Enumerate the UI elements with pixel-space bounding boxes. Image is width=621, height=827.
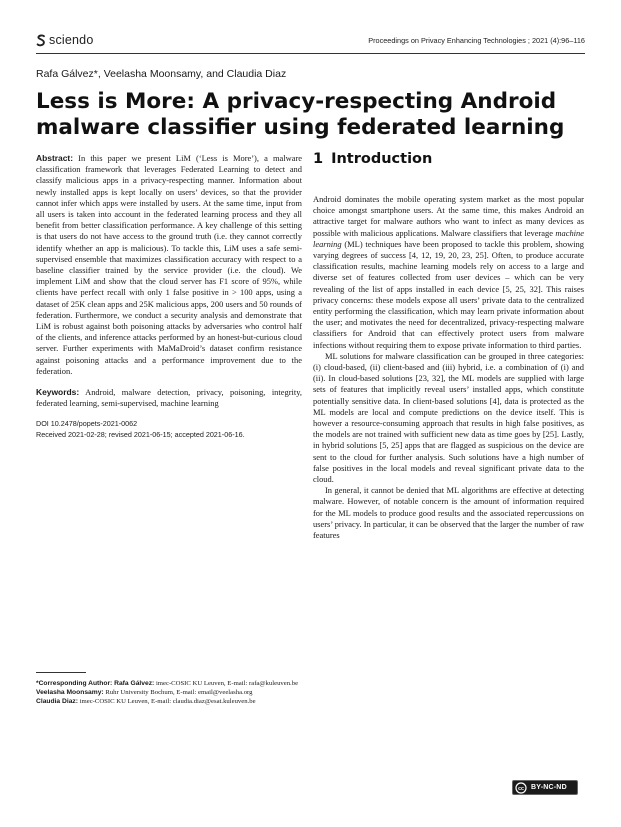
- keywords-text: Android, malware detection, privacy, poisoning, integrity, federated learning, semi-supervised, machine learning: [36, 387, 302, 409]
- journal-citation: Proceedings on Privacy Enhancing Technologies ; 2021 (4):96–116: [368, 36, 585, 45]
- abstract-text: In this paper we present LiM (‘Less is More’), a malware classification framework that leverages Federated Learning to detect and classify malicious apps in a privacy-respecting manner. Information about newly installed apps is kept locally on users’ devices, so that the provider cannot infer which apps were installed by users. At the same time, input from all users is taken into account in the federated learning process and they all benefit from better classification performance. A key challenge of this setting is that users do not have access to the ground truth (i.e. they cannot correctly identify whether an app is malicious). To tackle this, LiM uses a safe semi-supervised ensemble that maximizes classification accuracy with respect to a baseline classifier trained by the service provider (i.e. the cloud). We implement LiM and show that the cloud server has F1 score of 95%, while clients have perfect recall with only 1 false positive in > 100 apps, using a dataset of 25K clean apps and 25K malicious apps, 200 users and 50 rounds of federation. Furthermore, we conduct a security analysis and demonstrate that LiM is robust against both poisoning attacks by adversaries who control half of the clients, and inference attacks performed by an honest-but-curious cloud server. Further experiments with MaMaDroid’s dataset confirm resistance against poisoning attacks and a performance improvement due to the federation.: [36, 153, 303, 376]
- intro-emphasis: machine learning: [313, 227, 584, 249]
- svg-text:cc: cc: [518, 785, 524, 792]
- license-badge[interactable]: [512, 780, 578, 795]
- received-dates: Received 2021-02-28; revised 2021-06-15; accepted 2021-06-16.: [36, 429, 245, 439]
- intro-paragraph-1: [313, 194, 584, 351]
- paper-title: Less is More: A privacy-respecting Android malware classifier using federated learning: [36, 89, 565, 140]
- left-column: [36, 153, 302, 440]
- footnote-affiliation: imec-COSIC KU Leuven, E-mail: rafa@kuleuven.be: [155, 680, 299, 687]
- footnote-divider: [36, 672, 86, 673]
- abstract-label: Abstract:: [36, 153, 74, 163]
- intro-paragraph-3: In general, it cannot be denied that ML algorithms are effective at detecting malware. However, of notable concern is the amount of information required for the ML models to produce good results and the associated repercussions on users’ privacy. In particular, it can be observed that the larger the number of raw features: [313, 485, 584, 541]
- footnote-author: Claudia Diaz:: [36, 698, 78, 706]
- publication-info: [36, 419, 302, 440]
- footnote-item: [36, 688, 302, 697]
- footnote-affiliation: imec-COSIC KU Leuven, E-mail: claudia.diaz@esat.kuleuven.be: [79, 698, 256, 706]
- footnote-affiliation: Ruhr University Bochum, E-mail: email@veelasha.org: [105, 689, 253, 697]
- section-number: 1: [313, 151, 324, 167]
- cc-icon: [515, 782, 527, 794]
- header-divider: [36, 53, 585, 54]
- section-heading: [313, 150, 584, 168]
- footnote-author: Veelasha Moonsamy:: [36, 689, 104, 697]
- footnote-author: *Corresponding Author: Rafa Gálvez:: [36, 680, 155, 687]
- intro-paragraph-2: ML solutions for malware classification can be grouped in three categories: (i) cloud-based, (ii) client-based and (iii) hybrid, i.e. a combination of (i) and (ii). In cloud-based solutions [23, 32], the ML models are supplied with large sets of features that implicitly reveal users’ installed apps, which constitute potentially sensitive data. In client-based solutions [4], data is protected as the ML models are local and compute predictions on the device itself. This is however a resource-consuming approach that results in high false positives, as the models are not trained with sufficient new data as time goes by [25]. Lastly, in hybrid solutions [5, 25] apps that are flagged as suspicious on the device are sent to the cloud for further analysis. Such solutions have a high number of false positives in the local models and reveal significant private data to the cloud.: [313, 350, 584, 485]
- author-list: Rafa Gálvez*, Veelasha Moonsamy, and Claudia Diaz: [36, 68, 287, 80]
- right-column: [313, 150, 584, 541]
- footnote-item: [36, 697, 302, 706]
- doi: DOI 10.2478/popets-2021-0062: [36, 419, 138, 429]
- keywords: [36, 387, 302, 409]
- publisher-logo: [36, 33, 94, 47]
- intro-text: (ML) techniques have been proposed to tackle this problem, showing varying degrees of success [4, 12, 19, 20, 23, 25]. Often, to produce accurate classification results, machine learning models rely on access to a large and diverse set of features collected from user devices – which can be very revealing of the list of apps installed in each device [5, 25, 32]. This raises privacy concerns: these models expose all users’ private data to the centralized entity performing the classification, which may learn private information about the user; and motivates the need for decentralized, privacy-respecting malware classifiers for Android that can effectively protect users from malware infections without requiring them to expose private information to third parties.: [313, 238, 584, 350]
- author-footnotes: [36, 679, 302, 707]
- license-label: BY-NC-ND: [531, 784, 567, 791]
- keywords-label: Keywords:: [36, 387, 80, 398]
- section-title: Introduction: [331, 151, 433, 167]
- publisher-name: sciendo: [49, 33, 94, 47]
- sciendo-logo-icon: [36, 34, 46, 47]
- footnote-item: [36, 679, 302, 688]
- abstract: [36, 153, 302, 377]
- intro-text: Android dominates the mobile operating system market as the most popular choice amongst smartphone users. At the same time, this makes Android an attractive target for malware authors who want to infect as many devices as possible with malicious applications. Malware classifiers that leverage: [313, 194, 584, 238]
